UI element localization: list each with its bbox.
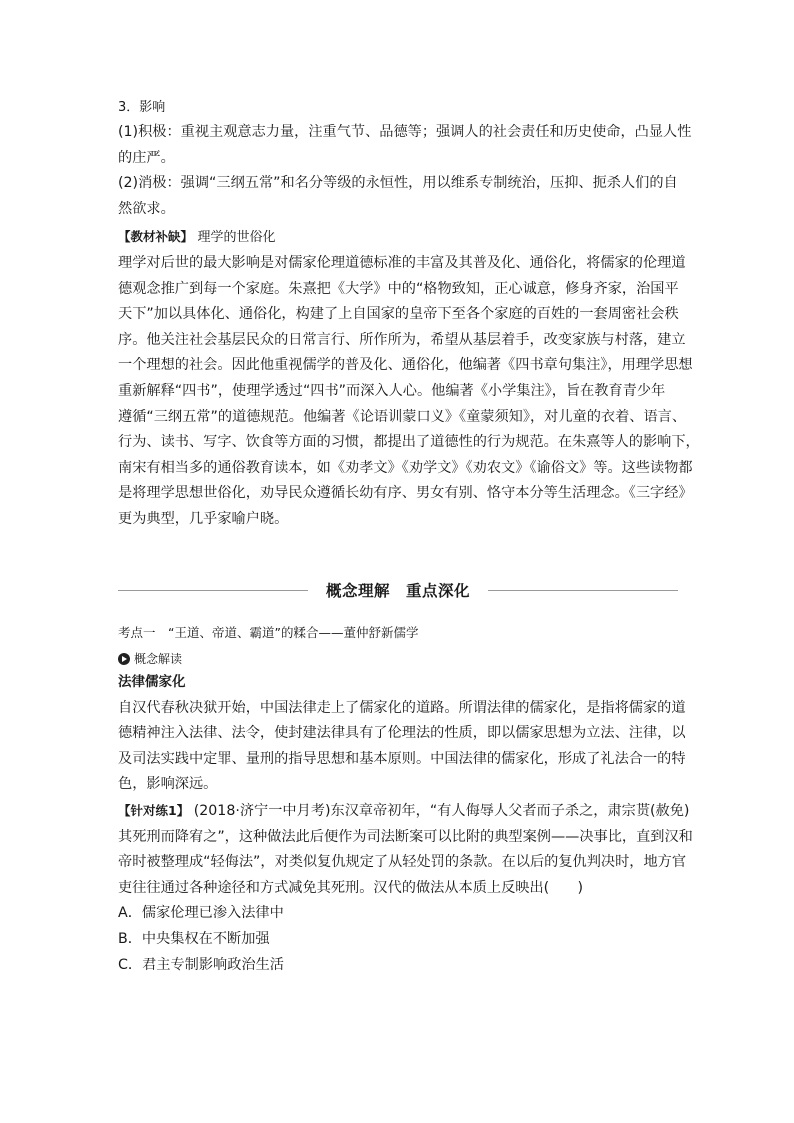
text-line: 一个理想的社会。因此他重视儒学的普及化、通俗化，他编著《四书章句集注》，用理学思想 xyxy=(118,357,693,374)
section-banner xyxy=(118,578,678,602)
text-line: 遵循“三纲五常”的道德规范。他编著《论语训蒙口义》《童蒙须知》，对儿童的衣着、语言、 xyxy=(118,408,687,425)
lower-section xyxy=(118,620,693,978)
subhead: 法律儒家化 xyxy=(118,674,186,690)
option-c: C．君主专制影响政治生活 xyxy=(118,956,284,973)
exercise-line xyxy=(118,798,690,825)
section-heading-influence: 3．影响 xyxy=(118,100,166,115)
option-a: A．儒家伦理已渗入法律中 xyxy=(118,905,284,922)
text-line: 德精神注入法律、法令，使封建法律具有了伦理法的性质，即以儒家思想为立法、注律，以 xyxy=(118,725,686,742)
text-line: 南宋有相当多的通俗教育读本，如《劝孝文》《劝学文》《劝农文》《谕俗文》等。这些读物都 xyxy=(118,459,693,476)
text-line: 天下”加以具体化、通俗化，构建了上自国家的皇帝下至各个家庭的百姓的一套周密社会秩 xyxy=(118,306,679,323)
upper-section xyxy=(118,95,700,533)
concept-tag xyxy=(118,648,678,670)
text-line: 理学对后世的最大影响是对儒家伦理道德标准的丰富及其普及化、通俗化，将儒家的伦理道 xyxy=(118,254,686,271)
text-line: (2)消极：强调“三纲五常”和名分等级的永恒性，用以维系专制统治，压抑、扼杀人们的自 xyxy=(118,175,678,192)
text-line: 色，影响深远。 xyxy=(118,776,218,793)
supplement-heading xyxy=(118,224,678,251)
option-b: B．中央集权在不断加强 xyxy=(118,930,270,947)
text-line: 重新解释“四书”，使理学透过“四书”而深入人心。他编著《小学集注》，旨在教育青少年 xyxy=(118,382,666,399)
supplement-tag: 【教材补缺】 xyxy=(118,229,194,245)
concept-tag-label: 概念解读 xyxy=(134,652,183,666)
text-line: 自汉代春秋决狱开始，中国法律走上了儒家化的道路。所谓法律的儒家化，是指将儒家的道 xyxy=(118,699,686,716)
text-line: 然欲求。 xyxy=(118,200,175,217)
play-icon xyxy=(118,653,130,665)
exercise-tag: 【针对练1】 xyxy=(118,802,190,818)
supplement-title: 理学的世俗化 xyxy=(197,230,276,246)
text-line: 其死刑而降宥之”，这种做法此后便作为司法断案可以比附的典型案例——决事比，直到汉和 xyxy=(118,828,693,845)
text-line: 是将理学思想世俗化，劝导民众遵循长幼有序、男女有别、恪守本分等生活理念。《三字经》 xyxy=(118,485,693,502)
text-line: 的庄严。 xyxy=(118,149,175,166)
text-line: 序。他关注社会基层民众的日常言行、所作所为，希望从基层着手，改变家族与村落，建立 xyxy=(118,331,686,348)
kaodian-title: 考点一 “王道、帝道、霸道”的糅合——董仲舒新儒学 xyxy=(118,625,419,640)
text-line: 更为典型，几乎家喻户晓。 xyxy=(118,510,289,527)
text-line: 及司法实践中定罪、量刑的指导思想和基本原则。中国法律的儒家化，形成了礼法合一的特 xyxy=(118,750,686,767)
divider xyxy=(488,590,678,591)
text-line: 吏往往通过各种途径和方式减免其死刑。汉代的做法从本质上反映出( ) xyxy=(118,879,584,896)
banner-title: 概念理解 重点深化 xyxy=(326,582,471,600)
text-line: 行为、读书、写字、饮食等方面的习惯，都提出了道德性的行为规范。在朱熹等人的影响下， xyxy=(118,434,700,451)
text-line: 德观念推广到每一个家庭。朱熹把《大学》中的“格物致知，正心诚意，修身齐家，治国平 xyxy=(118,280,679,297)
divider xyxy=(118,590,308,591)
text-line: 帝时被整理成“轻侮法”，对类似复仇规定了从轻处罚的条款。在以后的复仇判决时，地方官 xyxy=(118,854,687,871)
text-line: (1)积极：重视主观意志力量，注重气节、品德等；强调人的社会责任和历史使命，凸显人性 xyxy=(118,124,692,140)
exercise-text: (2018·济宁一中月考)东汉章帝初年，“有人侮辱人父者而子杀之，肃宗贳(赦免) xyxy=(193,802,690,819)
